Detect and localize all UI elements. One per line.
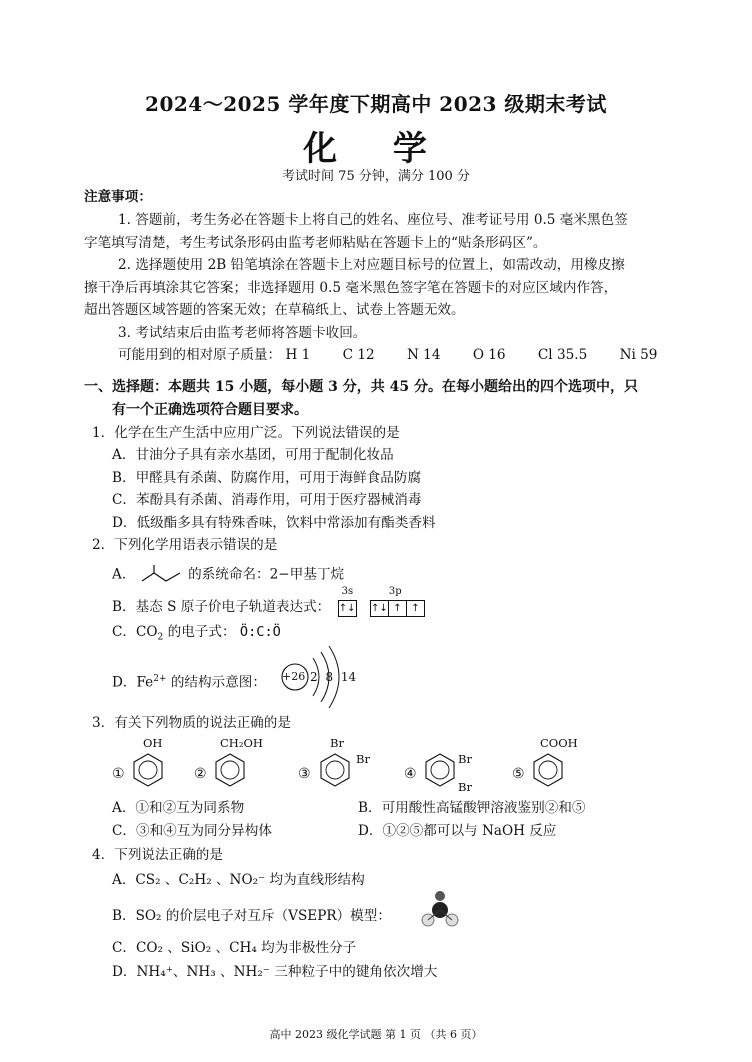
q3-option-b: B．可用酸性高锰酸钾溶液鉴别②和⑤ (358, 800, 586, 816)
mass-h: H 1 (285, 347, 311, 363)
fe-nucleus-label: +26 (282, 670, 306, 683)
orbital-3p-label: 3p (388, 585, 402, 597)
exam-title: 2024～2025 学年度下期高中 2023 级期末考试 (145, 92, 607, 116)
compound-1-number: ① (112, 766, 125, 782)
benzoic-acid-ring-icon (528, 748, 568, 788)
orbital-box-3p-3: ↑ (406, 600, 425, 617)
note-3: 3. 考试结束后由监考老师将答题卡收回。 (118, 325, 367, 341)
compound-4-group: Br (458, 752, 472, 766)
orbital-3s (338, 585, 357, 617)
q3-option-c: C．③和④互为同分异构体 (112, 823, 272, 839)
note-2a: 2. 选择题使用 2B 铅笔填涂在答题卡上对应题目标号的位置上，如需改动，用橡皮擦 (118, 257, 625, 273)
orbital-box-3s: ↑↓ (338, 600, 357, 617)
compound-3-number: ③ (298, 766, 311, 782)
q4-option-c: C．CO₂ 、SiO₂ 、CH₄ 均为非极性分子 (112, 940, 357, 956)
co2-electron-formula: Ö:C:Ö (239, 624, 281, 640)
q2-d-prefix: D．Fe (112, 674, 154, 691)
phenol-ring-icon (128, 748, 168, 788)
section-1-line2: 有一个正确选项符合题目要求。 (112, 402, 308, 418)
q1-option-b: B．甲醛具有杀菌、防腐作用，可用于海鲜食品防腐 (112, 470, 422, 486)
note-1b: 字笔填写清楚，考生考试条形码由监考老师粘贴在答题卡上的“贴条形码区”。 (84, 235, 547, 251)
q3-option-d: D．①②⑤都可以与 NaOH 反应 (358, 823, 557, 839)
q2-c-text: 的电子式： (163, 624, 236, 640)
q2-option-d (112, 670, 266, 692)
dibromobenzene-ortho-ring-icon (315, 748, 357, 788)
fe-shell-electrons: 2 8 14 (310, 670, 357, 684)
q2-a-text: 的系统命名：2−甲基丁烷 (188, 566, 345, 583)
compound-5-group: COOH (540, 736, 578, 750)
q1-option-a: A．甘油分子具有亲水基团，可用于配制化妆品 (112, 447, 394, 463)
q4-option-b: B．SO₂ 的价层电子对互斥（VSEPR）模型： (112, 908, 391, 924)
mass-o: O 16 (472, 347, 506, 363)
mass-ni: Ni 59 (619, 347, 658, 363)
compound-4-number: ④ (404, 766, 417, 782)
q1-stem: 1．化学在生产生活中应用广泛。下列说法错误的是 (92, 425, 400, 441)
orbital-3s-label: 3s (341, 585, 354, 597)
page-footer: 高中 2023 级化学试题 第 1 页 （共 6 页） (269, 1028, 483, 1041)
q4-option-a: A．CS₂ 、C₂H₂ 、NO₂⁻ 均为直线形结构 (112, 872, 365, 888)
q2-c-prefix: C．CO (112, 624, 158, 640)
q1-option-d: D．低级酯多具有特殊香味，饮料中常添加有酯类香料 (112, 515, 436, 531)
compound-2-number: ② (194, 766, 207, 782)
dibromobenzene-ring-icon (420, 748, 462, 788)
compound-2-group: CH₂OH (220, 736, 263, 750)
mass-cl: Cl 35.5 (537, 347, 588, 363)
q2-d-text: 的结构示意图： (166, 674, 266, 691)
q2-b-text: B．基态 S 原子价电子轨道表达式： (112, 599, 331, 615)
exam-info: 考试时间 75 分钟，满分 100 分 (282, 169, 470, 184)
note-2b: 擦干净后再填涂其它答案；非选择题用 0.5 毫米黑色签字笔在答题卡的对应区域内作答， (84, 280, 618, 296)
section-1-line1: 一、选择题：本题共 15 小题，每小题 3 分，共 45 分。在每小题给出的四个选项中，只 (84, 379, 638, 395)
atomic-mass-line (118, 346, 685, 364)
orbital-box-3p-1: ↑↓ (370, 600, 389, 617)
so2-vsepr-model-icon (420, 888, 460, 932)
mass-n: N 14 (406, 347, 441, 363)
q1-option-c: C．苯酚具有杀菌、消毒作用，可用于医疗器械消毒 (112, 492, 422, 508)
benzyl-alcohol-ring-icon (210, 748, 250, 788)
compound-4-group2: Br (458, 780, 472, 794)
q2-option-b (112, 585, 425, 617)
q2-d-sup: 2+ (153, 674, 167, 684)
mass-c: C 12 (342, 347, 375, 363)
isopentane-skeletal-icon (140, 565, 184, 585)
q4-option-d: D．NH₄⁺、NH₃ 、NH₂⁻ 三种粒子中的键角依次增大 (112, 964, 438, 980)
compound-5-number: ⑤ (512, 766, 525, 782)
q3-stem: 3．有关下列物质的说法正确的是 (92, 715, 291, 731)
q2-option-a (112, 565, 344, 585)
subject-title: 化 学 (303, 129, 449, 169)
orbital-3p (371, 585, 425, 617)
q2-c-sub: 2 (157, 632, 164, 643)
note-2c: 超出答题区域答题的答案无效；在草稿纸上、试卷上答题无效。 (84, 302, 465, 318)
q4-stem: 4．下列说法正确的是 (92, 847, 223, 863)
notes-heading: 注意事项： (84, 189, 152, 205)
note-1a: 1. 答题前，考生务必在答题卡上将自己的姓名、座位号、准考证号用 0.5 毫米黑色签 (118, 212, 628, 228)
compound-3-group2: Br (356, 752, 370, 766)
compound-1-group: OH (143, 736, 163, 750)
compound-3-group: Br (330, 736, 344, 750)
q2-option-c (112, 623, 281, 647)
atomic-mass-label: 可能用到的相对原子质量： (118, 347, 282, 363)
q2-a-prefix: A． (112, 566, 136, 583)
orbital-box-3p-2: ↑ (388, 600, 407, 617)
q3-option-a: A．①和②互为同系物 (112, 800, 245, 816)
q2-stem: 2．下列化学用语表示错误的是 (92, 537, 278, 553)
